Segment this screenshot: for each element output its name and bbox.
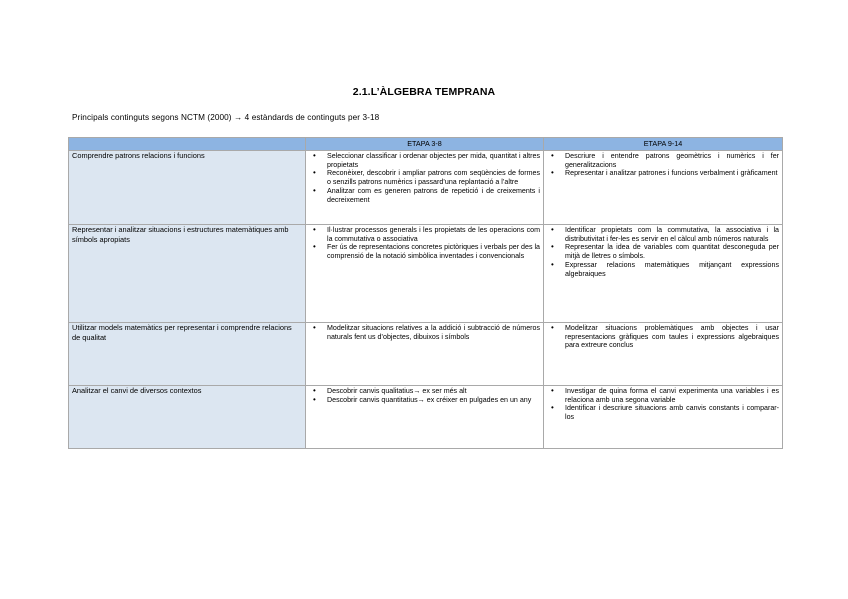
list-item: • Reconèixer, descobrir i ampliar patrons com seqüències de formes o senzills patrons numèrics i passard’una replantació a l’altre xyxy=(310,169,540,186)
header-stage-9-14: ETAPA 9-14 xyxy=(544,138,783,151)
stage-9-14-cell xyxy=(544,386,783,449)
list-item: • Analitzar com es generen patrons de repetició i de creixements i decreixement xyxy=(310,187,540,204)
stage-3-8-cell xyxy=(306,323,544,386)
list-item: • Descriure i entendre patrons geomètrics i numèrics i fer generalitzacions xyxy=(548,152,779,169)
subtitle: Principals continguts segons NCTM (2000) → 4 estàndards de continguts per 3-18 xyxy=(72,113,380,122)
standards-table xyxy=(68,137,783,449)
row-label: Comprendre patrons relacions i funcions xyxy=(69,151,306,225)
list-item: • Representar i analitzar patrones i funcions verbalment i gràficament xyxy=(548,169,779,178)
table-row xyxy=(69,151,783,225)
list-item: • Seleccionar classificar i ordenar objectes per mida, quantitat i altres propietats xyxy=(310,152,540,169)
row-label: Analitzar el canvi de diversos contextos xyxy=(69,386,306,449)
list-item: • Expressar relacions matemàtiques mitjançant expressions algebraiques xyxy=(548,261,779,278)
list-item: • Representar la idea de variables com quantitat desconeguda per mitjà de lletres o símbols. xyxy=(548,243,779,260)
stage-9-14-cell xyxy=(544,323,783,386)
stage-9-14-cell xyxy=(544,151,783,225)
table-row xyxy=(69,386,783,449)
list-item: • Investigar de quina forma el canvi experimenta una variables i es relaciona amb una segona variable xyxy=(548,387,779,404)
stage-3-8-cell xyxy=(306,225,544,323)
header-stage-3-8: ETAPA 3-8 xyxy=(306,138,544,151)
row-label: Representar i analitzar situacions i estructures matemàtiques amb símbols apropiats xyxy=(69,225,306,323)
row-label: Utilitzar models matemàtics per representar i comprendre relacions de qualitat xyxy=(69,323,306,386)
list-item: • Identificar propietats com la commutativa, la associativa i la distributivitat i fer-les es servir en el càlcul amb números naturals xyxy=(548,226,779,243)
table-row xyxy=(69,323,783,386)
header-blank xyxy=(69,138,306,151)
list-item: • Fer ús de representacions concretes pictòriques i verbals per des la comprensió de la notació simbòlica inventades i convencionals xyxy=(310,243,540,260)
list-item: • Modelitzar situacions relatives a la addició i subtracció de números naturals fent us d’objectes, dibuixos i símbols xyxy=(310,324,540,341)
list-item: • Descobrir canvis quantitatius→ ex créixer en pulgades en un any xyxy=(310,396,540,405)
table-row xyxy=(69,225,783,323)
stage-9-14-cell xyxy=(544,225,783,323)
table-header-row xyxy=(69,138,783,151)
page-title: 2.1.L’ÀLGEBRA TEMPRANA xyxy=(352,86,496,98)
stage-3-8-cell xyxy=(306,386,544,449)
list-item: • Modelitzar situacions problemàtiques amb objectes i usar representacions gràfiques com taules i expressions algebraiques para extreure conclus xyxy=(548,324,779,350)
list-item: • Il·lustrar processos generals i les propietats de les operacions com la commutativa o associativa xyxy=(310,226,540,243)
list-item: • Identificar i descriure situacions amb canvis constants i comparar-los xyxy=(548,404,779,421)
stage-3-8-cell xyxy=(306,151,544,225)
list-item: • Descobrir canvis qualitatius→ ex ser més alt xyxy=(310,387,540,396)
